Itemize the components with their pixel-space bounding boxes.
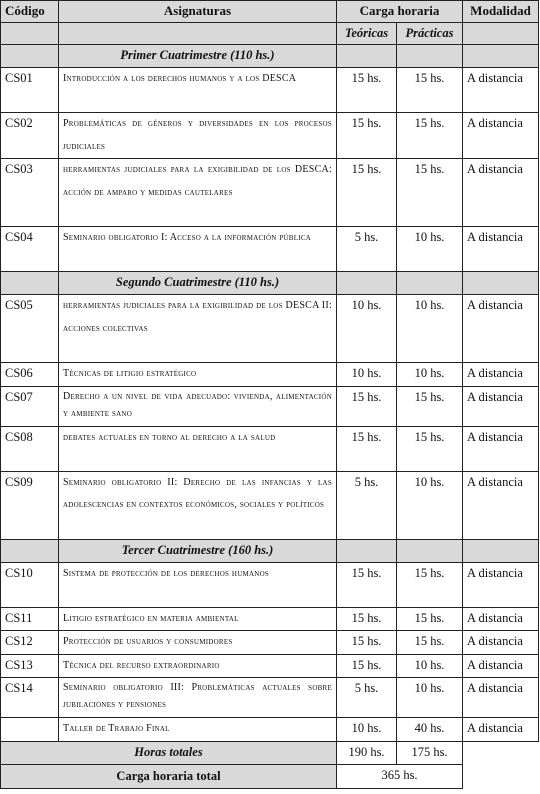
practicas-hours: 10 hs. (397, 295, 463, 363)
teoricas-hours: 15 hs. (337, 562, 397, 607)
subject-code: CS12 (1, 631, 59, 655)
subject-name: Sistema de protección de los derechos humanos (59, 562, 337, 607)
teoricas-hours: 15 hs. (337, 386, 397, 426)
practicas-hours: 40 hs. (397, 718, 463, 742)
subject-code: CS09 (1, 471, 59, 539)
section-title: Segundo Cuatrimestre (110 hs.) (59, 272, 337, 295)
modalidad-value: A distancia (463, 68, 539, 113)
section-empty-cell (397, 272, 463, 295)
subject-code: CS13 (1, 654, 59, 678)
table-row (1, 678, 539, 718)
modalidad-value: A distancia (463, 678, 539, 718)
teoricas-hours: 5 hs. (337, 227, 397, 272)
horas-totales-label: Horas totales (1, 741, 337, 764)
totals-row (1, 741, 539, 764)
modalidad-value: A distancia (463, 631, 539, 655)
table-row (1, 68, 539, 113)
table-row (1, 562, 539, 607)
subject-code: CS02 (1, 113, 59, 159)
col-carga-horaria-header: Carga horaria (337, 1, 463, 23)
teoricas-hours: 10 hs. (337, 363, 397, 387)
practicas-hours: 15 hs. (397, 426, 463, 471)
subheader-empty-cell (463, 23, 539, 45)
subject-name: herramientas judiciales para la exigibilidad de los DESCA II: acciones colectivas (59, 295, 337, 363)
section-empty-cell (1, 272, 59, 295)
teoricas-hours: 5 hs. (337, 471, 397, 539)
table-row (1, 654, 539, 678)
subject-name: Introducción a los derechos humanos y a los DESCA (59, 68, 337, 113)
modalidad-value: A distancia (463, 386, 539, 426)
modalidad-value: A distancia (463, 426, 539, 471)
carga-total-value: 365 hs. (337, 764, 463, 788)
teoricas-hours: 15 hs. (337, 607, 397, 631)
section-row (1, 539, 539, 562)
teoricas-hours: 15 hs. (337, 159, 397, 227)
practicas-hours: 10 hs. (397, 471, 463, 539)
col-practicas-header: Prácticas (397, 23, 463, 45)
modalidad-value: A distancia (463, 718, 539, 742)
practicas-hours: 15 hs. (397, 113, 463, 159)
teoricas-hours: 15 hs. (337, 654, 397, 678)
subject-code: CS11 (1, 607, 59, 631)
table-row (1, 718, 539, 742)
table-body (1, 45, 539, 742)
subject-code: CS05 (1, 295, 59, 363)
subject-code: CS10 (1, 562, 59, 607)
subject-code (1, 718, 59, 742)
col-modalidad-header: Modalidad (463, 1, 539, 23)
teoricas-hours: 15 hs. (337, 426, 397, 471)
table-row (1, 471, 539, 539)
section-empty-cell (337, 45, 397, 68)
section-empty-cell (397, 539, 463, 562)
section-empty-cell (463, 539, 539, 562)
modalidad-value: A distancia (463, 607, 539, 631)
subject-code: CS07 (1, 386, 59, 426)
subject-name: Derecho a un nivel de vida adecuado: vivienda, alimentación y ambiente sano (59, 386, 337, 426)
subject-code: CS08 (1, 426, 59, 471)
practicas-total: 175 hs. (397, 741, 463, 764)
table-row (1, 227, 539, 272)
table-row (1, 113, 539, 159)
section-empty-cell (1, 45, 59, 68)
subject-name: debates actuales en torno al derecho a la salud (59, 426, 337, 471)
table-row (1, 607, 539, 631)
subject-name: Seminario obligatorio II: Derecho de las infancias y las adolescencias en contextos económicos, sociales y políticos (59, 471, 337, 539)
subheader-empty-cell (1, 23, 59, 45)
practicas-hours: 15 hs. (397, 631, 463, 655)
col-asignaturas-header: Asignaturas (59, 1, 337, 23)
subheader-row (1, 23, 539, 45)
section-empty-cell (337, 272, 397, 295)
subject-name: Técnica del recurso extraordinario (59, 654, 337, 678)
header-row (1, 1, 539, 23)
subject-name: Problemáticas de géneros y diversidades en los procesos judiciales (59, 113, 337, 159)
subject-name: Seminario obligatorio I: Acceso a la información pública (59, 227, 337, 272)
table-row (1, 363, 539, 387)
section-title: Tercer Cuatrimestre (160 hs.) (59, 539, 337, 562)
practicas-hours: 15 hs. (397, 562, 463, 607)
practicas-hours: 10 hs. (397, 227, 463, 272)
practicas-hours: 15 hs. (397, 68, 463, 113)
practicas-hours: 10 hs. (397, 678, 463, 718)
subject-code: CS04 (1, 227, 59, 272)
modalidad-value: A distancia (463, 113, 539, 159)
modalidad-value: A distancia (463, 654, 539, 678)
table-row (1, 631, 539, 655)
subject-name: herramientas judiciales para la exigibilidad de los DESCA: acción de amparo y medidas cautelares (59, 159, 337, 227)
subject-name: Técnicas de litigio estratégico (59, 363, 337, 387)
practicas-hours: 15 hs. (397, 159, 463, 227)
subject-name: Protección de usuarios y consumidores (59, 631, 337, 655)
blank-cell (463, 741, 539, 764)
modalidad-value: A distancia (463, 363, 539, 387)
blank-cell (463, 764, 539, 788)
table-row (1, 295, 539, 363)
teoricas-hours: 10 hs. (337, 295, 397, 363)
practicas-hours: 10 hs. (397, 654, 463, 678)
practicas-hours: 15 hs. (397, 386, 463, 426)
subject-code: CS06 (1, 363, 59, 387)
teoricas-hours: 15 hs. (337, 113, 397, 159)
carga-total-row (1, 764, 539, 788)
section-empty-cell (463, 272, 539, 295)
section-empty-cell (463, 45, 539, 68)
modalidad-value: A distancia (463, 295, 539, 363)
teoricas-hours: 15 hs. (337, 631, 397, 655)
section-empty-cell (397, 45, 463, 68)
col-teoricas-header: Teóricas (337, 23, 397, 45)
table-row (1, 159, 539, 227)
teoricas-hours: 15 hs. (337, 68, 397, 113)
practicas-hours: 15 hs. (397, 607, 463, 631)
subject-name: Litigio estratégico en materia ambiental (59, 607, 337, 631)
teoricas-hours: 10 hs. (337, 718, 397, 742)
teoricas-total: 190 hs. (337, 741, 397, 764)
modalidad-value: A distancia (463, 471, 539, 539)
modalidad-value: A distancia (463, 159, 539, 227)
subheader-empty-cell (59, 23, 337, 45)
col-codigo-header: Código (1, 1, 59, 23)
section-empty-cell (1, 539, 59, 562)
section-row (1, 272, 539, 295)
subject-code: CS01 (1, 68, 59, 113)
practicas-hours: 10 hs. (397, 363, 463, 387)
section-empty-cell (337, 539, 397, 562)
carga-total-label: Carga horaria total (1, 764, 337, 788)
table-row (1, 426, 539, 471)
modalidad-value: A distancia (463, 562, 539, 607)
table-row (1, 386, 539, 426)
section-title: Primer Cuatrimestre (110 hs.) (59, 45, 337, 68)
subject-code: CS03 (1, 159, 59, 227)
teoricas-hours: 5 hs. (337, 678, 397, 718)
modalidad-value: A distancia (463, 227, 539, 272)
subject-name: Taller de Trabajo Final (59, 718, 337, 742)
subject-name: Seminario obligatorio III: Problemáticas actuales sobre jubilaciones y pensiones (59, 678, 337, 718)
subject-code: CS14 (1, 678, 59, 718)
section-row (1, 45, 539, 68)
